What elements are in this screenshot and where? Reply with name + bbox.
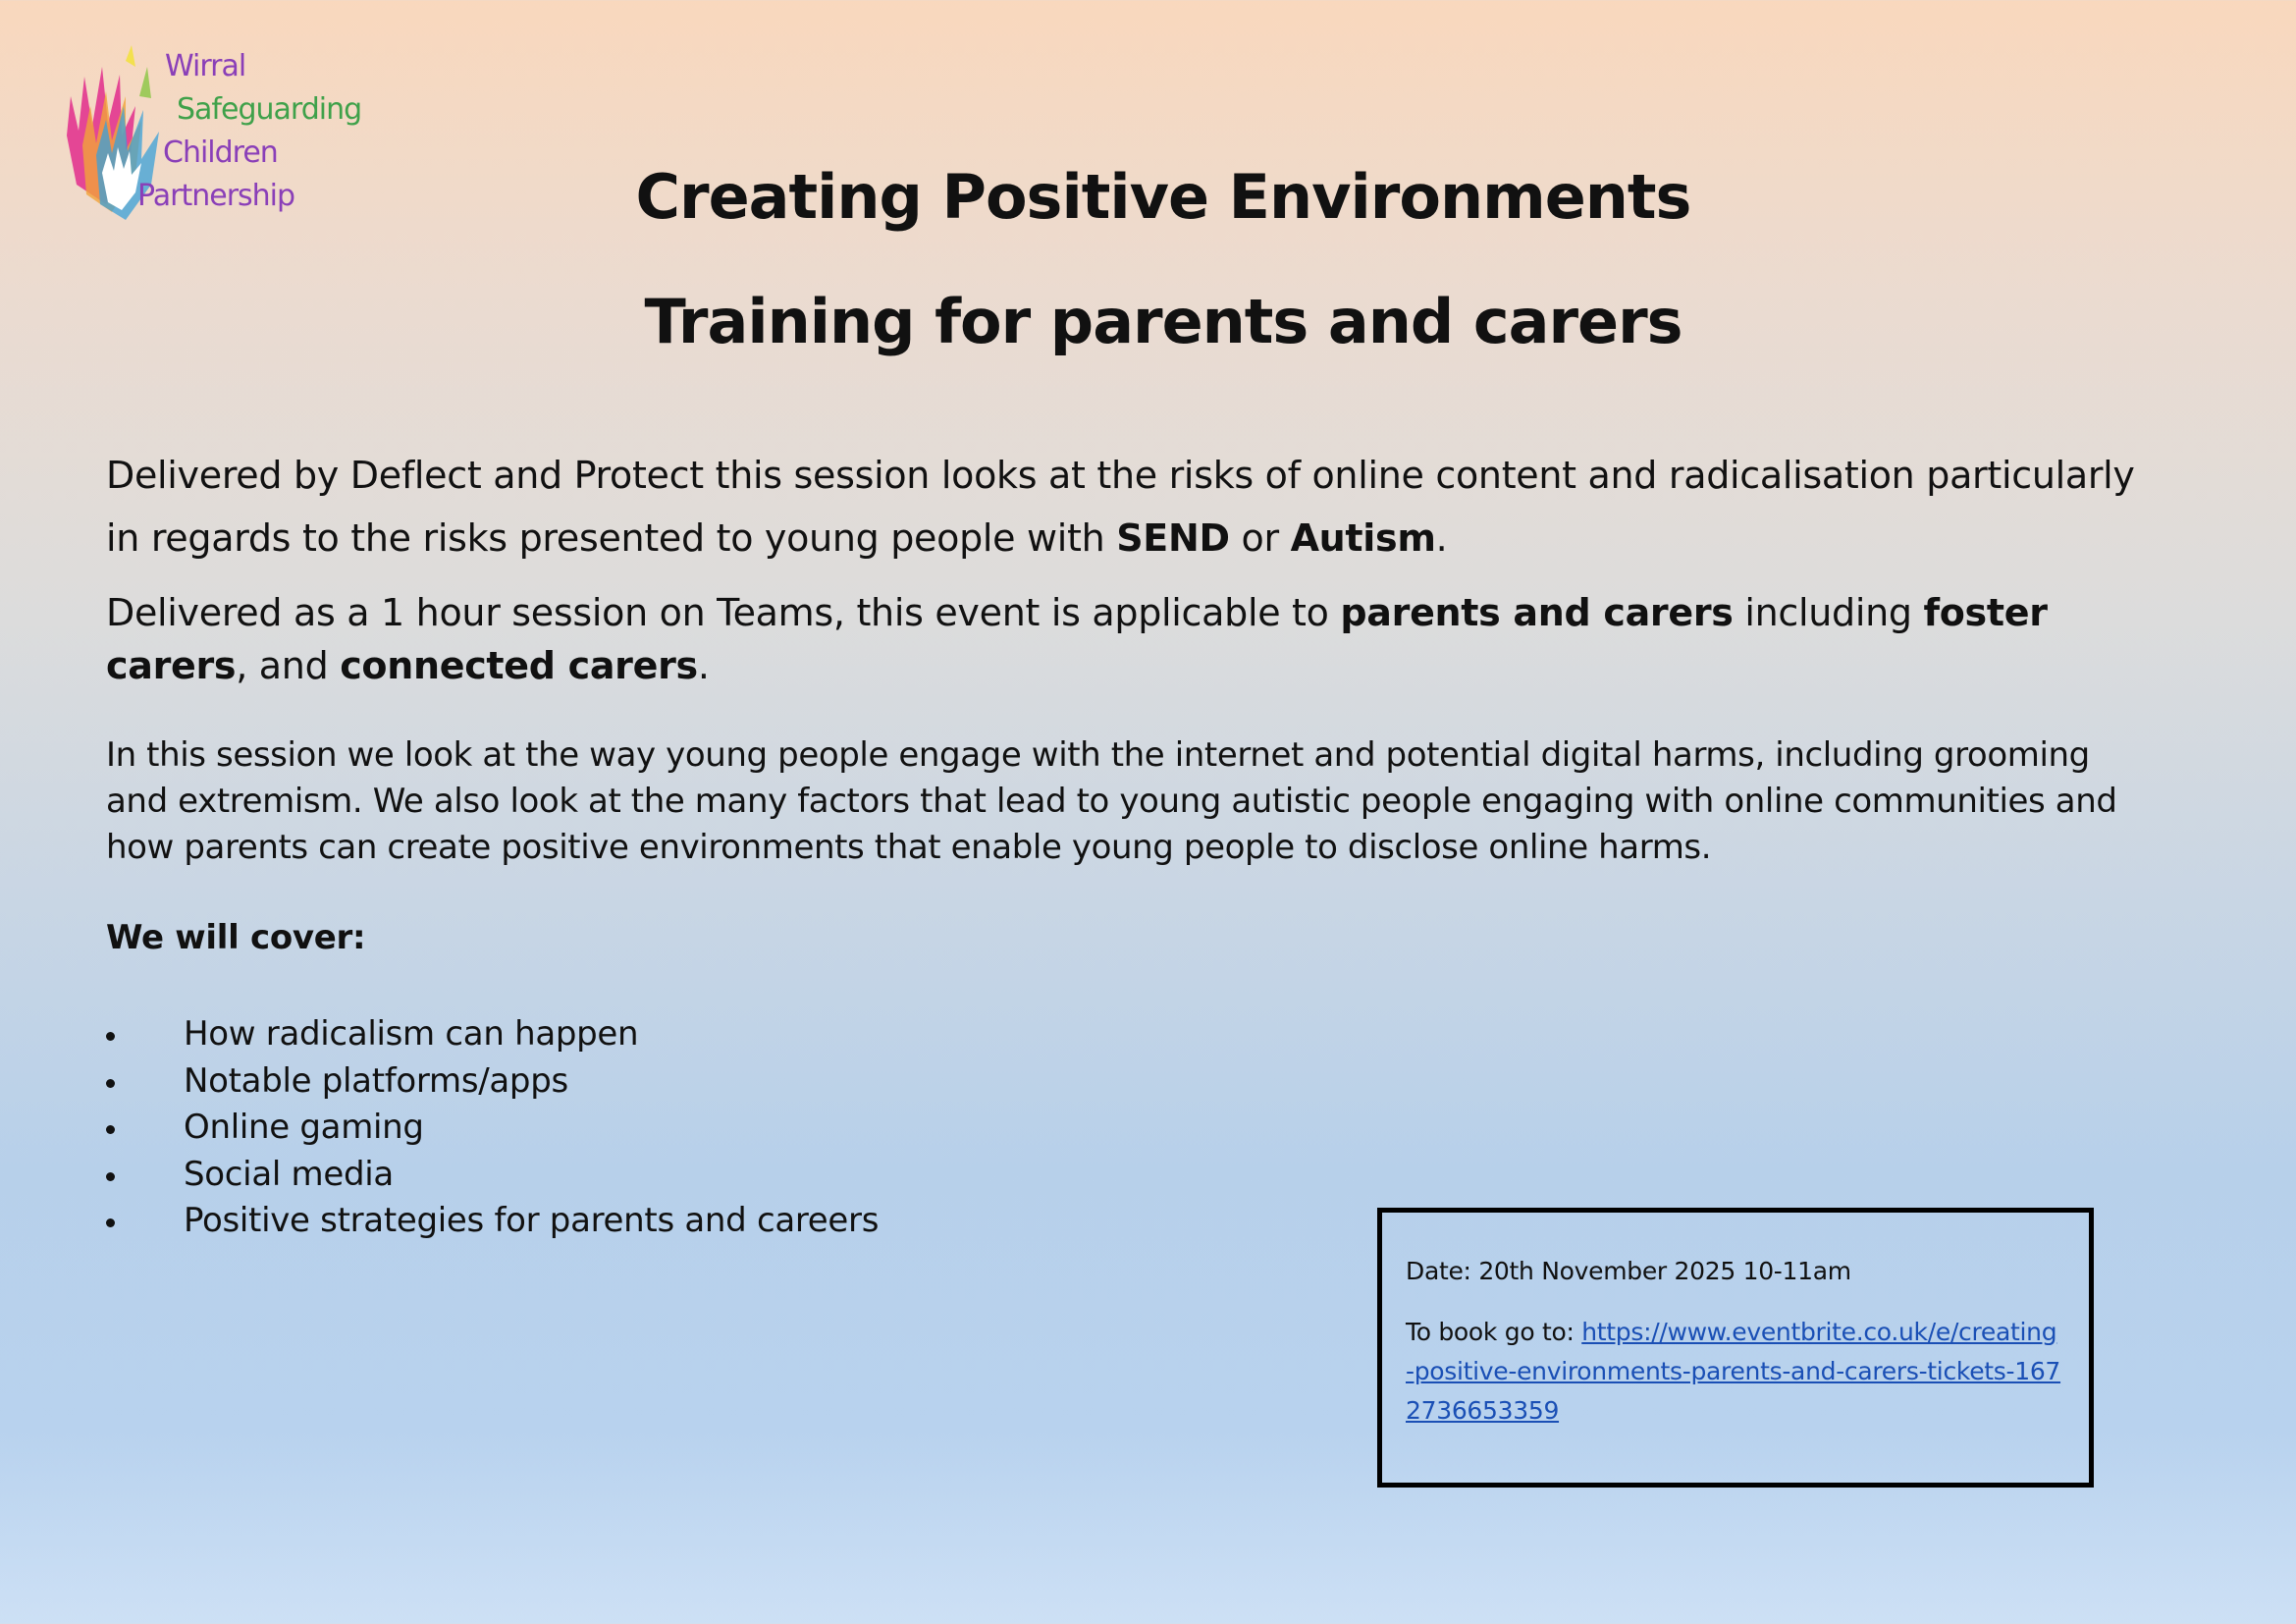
list-item-text: Positive strategies for parents and careers [184, 1201, 880, 1240]
bullet-icon [106, 1172, 115, 1181]
audience-joiner-2: , and [236, 644, 341, 687]
cover-heading: We will cover: [106, 918, 366, 957]
list-item [106, 1105, 879, 1152]
list-item-text: Notable platforms/apps [184, 1060, 568, 1101]
booking-label: To book go to: [1406, 1318, 1582, 1346]
list-item [106, 1011, 879, 1058]
logo-line-children: Children [163, 135, 278, 170]
intro-paragraph [106, 444, 2148, 569]
bullet-icon [106, 1218, 115, 1227]
audience-joiner: including [1733, 591, 1924, 634]
logo-line-wirral: Wirral [165, 49, 246, 83]
event-date: Date: 20th November 2025 10-11am [1406, 1257, 1851, 1285]
foster-carers-emphasis: foster carers [106, 591, 2048, 687]
booking-link[interactable]: https://www.eventbrite.co.uk/e/creating-positive-environments-parents-and-carers-tickets-1672736653359 [1406, 1318, 2061, 1425]
connected-carers-emphasis: connected carers [340, 644, 698, 687]
intro-end: . [1435, 516, 1448, 560]
list-item [106, 1152, 879, 1199]
audience-paragraph [106, 586, 2148, 692]
booking-line [1406, 1313, 2065, 1431]
bullet-icon [106, 1079, 115, 1088]
bullet-icon [106, 1125, 115, 1134]
intro-text: Delivered by Deflect and Protect this session looks at the risks of online content and radicalisation particularly in regards to the risks presented to young people with [106, 454, 2135, 560]
list-item-text: Online gaming [184, 1108, 424, 1147]
booking-info-box [1377, 1208, 2094, 1488]
audience-end: . [697, 644, 710, 687]
list-item-text: How radicalism can happen [184, 1014, 639, 1054]
logo-line-safeguarding: Safeguarding [177, 92, 362, 127]
list-item [106, 1198, 879, 1245]
bullet-icon [106, 1032, 115, 1041]
page-subtitle: Training for parents and carers [644, 286, 1682, 357]
list-item [106, 1058, 879, 1106]
session-description: In this session we look at the way young people engage with the internet and potential digital harms, including grooming and extremism. We also look at the many factors that lead to young autistic people engaging with online communities and how parents can create positive environments that enable young people to disclose online harms. [106, 735, 2117, 867]
send-emphasis: SEND [1116, 516, 1230, 560]
audience-text: Delivered as a 1 hour session on Teams, this event is applicable to [106, 591, 1341, 634]
list-item-text: Social media [184, 1154, 394, 1194]
autism-emphasis: Autism [1290, 516, 1436, 560]
cover-list [106, 1011, 879, 1245]
page-title: Creating Positive Environments [635, 161, 1691, 233]
parents-carers-emphasis: parents and carers [1340, 591, 1734, 634]
logo-line-partnership: Partnership [137, 179, 295, 213]
intro-joiner: or [1229, 516, 1291, 560]
